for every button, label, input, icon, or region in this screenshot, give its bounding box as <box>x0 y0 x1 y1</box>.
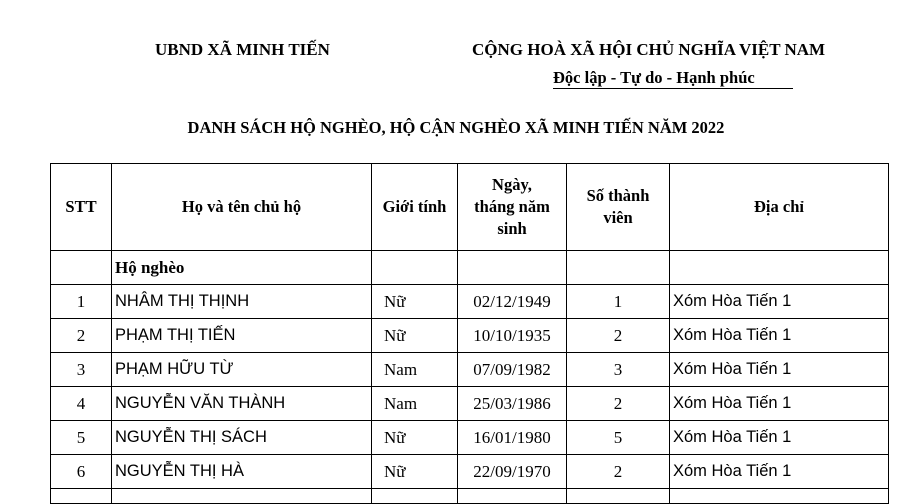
row-members: 1 <box>567 285 670 319</box>
row-stt: 1 <box>51 285 112 319</box>
table-header-row <box>51 164 889 251</box>
table-row <box>51 421 889 455</box>
row-sex: Nam <box>372 387 458 421</box>
row-dob: 25/03/1986 <box>458 387 567 421</box>
national-title: CỘNG HOÀ XÃ HỘI CHỦ NGHĨA VIỆT NAM <box>472 40 826 59</box>
row-dob: 02/12/1949 <box>458 285 567 319</box>
document-title: DANH SÁCH HỘ NGHÈO, HỘ CẬN NGHÈO XÃ MINH TIẾN NĂM 2022 <box>187 118 725 137</box>
header-sex: Giới tính <box>372 164 458 251</box>
row-stt: 4 <box>51 387 112 421</box>
row-stt: 2 <box>51 319 112 353</box>
row-name: NHÂM THỊ THỊNH <box>112 285 372 319</box>
row-dob: 10/10/1935 <box>458 319 567 353</box>
header-dob-line3: sinh <box>497 219 527 238</box>
row-name: NGUYỄN VĂN THÀNH <box>112 387 372 421</box>
row-address: Xóm Hòa Tiến 1 <box>670 421 889 455</box>
row-name: PHẠM THỊ TIẾN <box>112 319 372 353</box>
table-row <box>51 353 889 387</box>
table-row <box>51 285 889 319</box>
national-motto: Độc lập - Tự do - Hạnh phúc <box>553 68 755 87</box>
row-sex: Nam <box>372 353 458 387</box>
row-sex: Nữ <box>372 319 458 353</box>
row-dob: 16/01/1980 <box>458 421 567 455</box>
row-stt: 5 <box>51 421 112 455</box>
header-members-line1: Số thành <box>586 186 650 205</box>
header-name: Họ và tên chủ hộ <box>112 164 372 251</box>
row-members: 2 <box>567 455 670 489</box>
row-members: 2 <box>567 319 670 353</box>
row-stt: 3 <box>51 353 112 387</box>
row-address: Xóm Hòa Tiến 1 <box>670 285 889 319</box>
header-address: Địa chỉ <box>670 164 889 251</box>
section-row <box>51 251 889 285</box>
section-label: Hộ nghèo <box>112 251 372 285</box>
row-sex: Nữ <box>372 421 458 455</box>
organization-name: UBND XÃ MINH TIẾN <box>155 40 330 59</box>
row-address: Xóm Hòa Tiến 1 <box>670 455 889 489</box>
row-sex: Nữ <box>372 455 458 489</box>
header-members-line2: viên <box>603 208 633 227</box>
table-row <box>51 319 889 353</box>
row-address: Xóm Hòa Tiến 1 <box>670 353 889 387</box>
header-stt: STT <box>51 164 112 251</box>
table-row <box>51 387 889 421</box>
motto-underline <box>553 88 793 89</box>
row-dob: 07/09/1982 <box>458 353 567 387</box>
header-dob-line1: Ngày, <box>492 175 532 194</box>
row-address: Xóm Hòa Tiến 1 <box>670 319 889 353</box>
row-name: PHẠM HỮU TỪ <box>112 353 372 387</box>
household-table <box>50 163 889 504</box>
row-dob: 22/09/1970 <box>458 455 567 489</box>
table-row-partial <box>51 489 889 504</box>
row-name: NGUYỄN THỊ SÁCH <box>112 421 372 455</box>
row-members: 2 <box>567 387 670 421</box>
header-dob-line2: tháng năm <box>474 197 550 216</box>
row-stt: 6 <box>51 455 112 489</box>
row-name: NGUYỄN THỊ HÀ <box>112 455 372 489</box>
row-address: Xóm Hòa Tiến 1 <box>670 387 889 421</box>
row-members: 5 <box>567 421 670 455</box>
row-sex: Nữ <box>372 285 458 319</box>
header-members <box>567 164 670 251</box>
table-row <box>51 455 889 489</box>
row-members: 3 <box>567 353 670 387</box>
header-dob <box>458 164 567 251</box>
